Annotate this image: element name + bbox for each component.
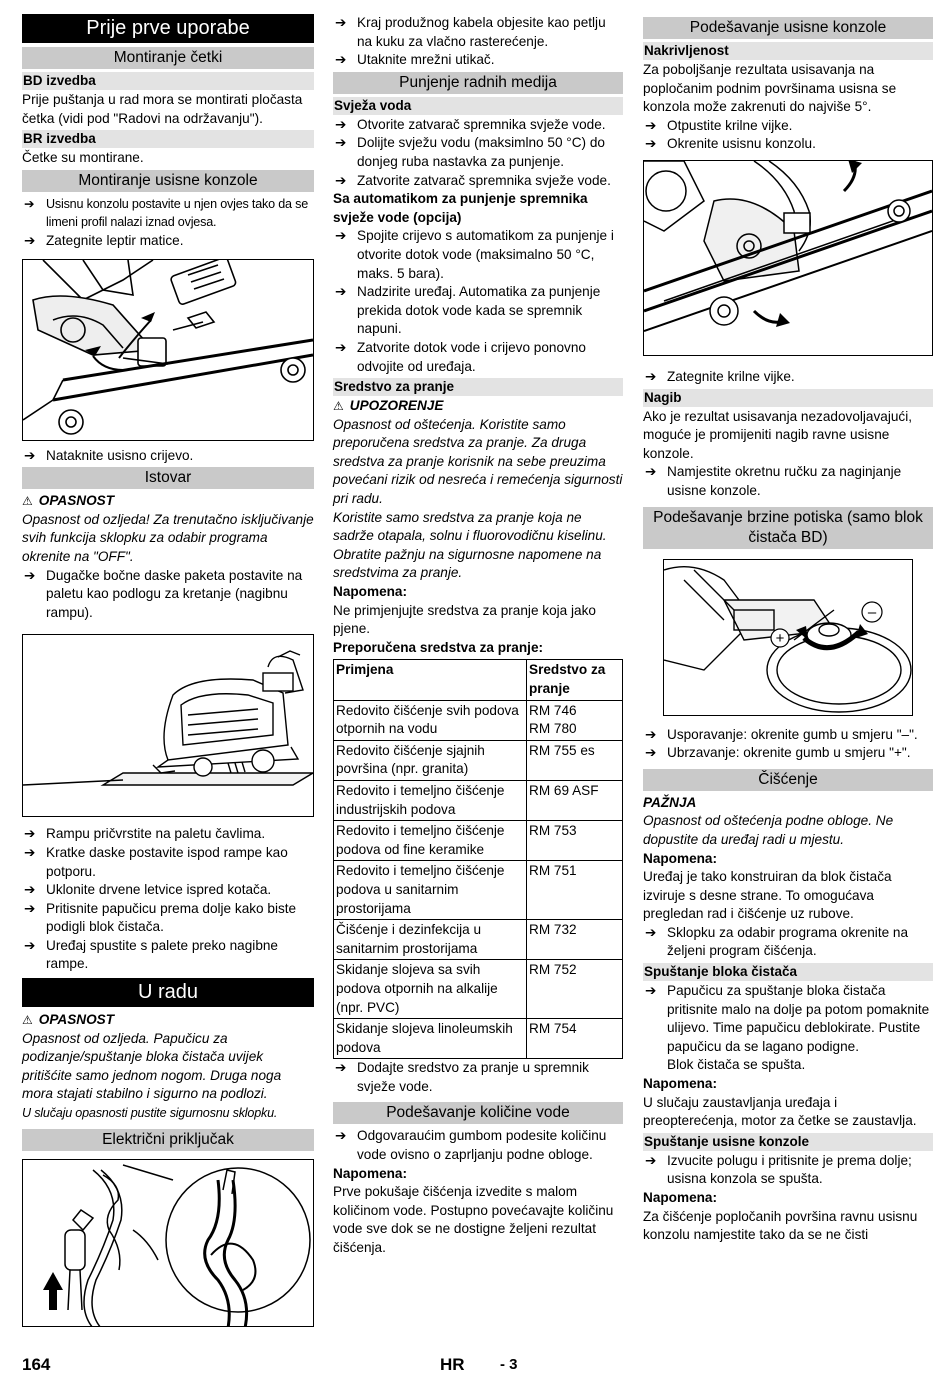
machine-on-pallet-illustration — [23, 635, 313, 817]
heading-suction-mounting: Montiranje usisne konzole — [22, 170, 314, 192]
result-text: Blok čistača se spušta. — [667, 1057, 806, 1073]
bd-text: Prije puštanja u rad mora se montirati pločasta četka (vidi pod "Radovi na održavanju"). — [22, 92, 303, 126]
step: ➔ Sklopku za odabir programa okrenite na željeni program čišćenja. — [645, 924, 909, 959]
arrow-right-icon: ➔ — [335, 339, 347, 355]
arrow-right-icon: ➔ — [335, 228, 347, 244]
step: ➔ Nadzirite uređaj. Automatika za punjenje prekida dotok vode kada se spremnik napuni. — [335, 284, 601, 337]
warning-caution: ⚠ UPOZORENJE — [333, 397, 623, 416]
note-label: Napomena: — [333, 1165, 408, 1181]
step: ➔ Pritisnite papučicu prema dolje kako biste podigli blok čistača. — [24, 900, 297, 935]
heading-detergent: Sredstvo za pranje — [333, 378, 623, 396]
table-row — [334, 861, 623, 920]
note-text: Ne primjenjujte sredstva za pranje koja jako pjene. — [333, 602, 596, 637]
step: ➔ Usporavanje: okrenite gumb u smjeru "–". — [643, 726, 933, 745]
table-cell: RM 755 es — [527, 740, 623, 780]
note-label: Napomena: — [643, 1190, 718, 1205]
arrow-right-icon: ➔ — [335, 116, 347, 132]
sub-page-number: - 3 — [500, 1356, 518, 1373]
figure-unloading-pallet — [22, 634, 314, 817]
detergent-table — [333, 659, 623, 1059]
arrow-right-icon: ➔ — [335, 1060, 347, 1076]
arrow-right-icon: ➔ — [645, 983, 657, 999]
heading-cleaning: Čišćenje — [643, 769, 933, 791]
svg-text:+: + — [775, 629, 785, 647]
arrow-right-icon: ➔ — [24, 900, 36, 916]
column-left — [22, 14, 314, 1327]
language-code: HR — [440, 1355, 465, 1373]
heading-suction-adjust: Podešavanje usisne konzole — [643, 17, 933, 39]
step: ➔ Kratke daske postavite ispod rampe kao potporu. — [24, 844, 288, 879]
arrow-right-icon: ➔ — [24, 567, 36, 583]
step: ➔ Zatvorite zatvarač spremnika svježe vode. — [333, 172, 623, 191]
arrow-right-icon: ➔ — [645, 726, 657, 742]
svg-text:–: – — [867, 603, 877, 621]
arrow-right-icon: ➔ — [24, 882, 36, 898]
table-header: Sredstvo za pranje — [527, 660, 623, 700]
speed-knob-illustration — [664, 560, 913, 716]
step: ➔ Odgovaraućim gumbom podesite količinu vode ovisno o zaprljanju podne obloge. — [335, 1128, 607, 1163]
figure-electric-connection — [22, 1159, 314, 1327]
cable-hook-illustration — [23, 1160, 313, 1327]
table-cell: RM 751 — [527, 861, 623, 920]
recommended-label: Preporučena sredstva za pranje: — [333, 639, 544, 655]
table-row — [334, 700, 623, 740]
table-row — [334, 740, 623, 780]
heading-speed-adjust: Podešavanje brzine potiska (samo blok čistača BD) — [643, 507, 933, 549]
step: ➔ Namjestite okretnu ručku za naginjanje usisne konzole. — [645, 464, 902, 498]
step: ➔ Otpustite krilne vijke. — [643, 117, 933, 136]
suction-mounting-illustration — [23, 260, 313, 441]
step: ➔ Utaknite mrežni utikač. — [333, 51, 623, 70]
heading-br-version: BR izvedba — [22, 130, 314, 148]
table-header-row — [334, 660, 623, 700]
step: ➔ Kraj produžnog kabela objesite kao petlju na kuku za vlačno rasterećenje. — [335, 15, 606, 49]
step: ➔ Papučicu za spuštanje bloka čistača pritisnite malo na dolje pa potom pomaknite ulijevo. Time papučicu deblokirate. Pustite papučicu da se lagano podigne. — [645, 983, 930, 1054]
table-cell: Redovito i temeljno čišćenje podova u sanitarnim prostorijama — [334, 861, 527, 920]
arrow-right-icon: ➔ — [335, 284, 347, 300]
arrow-right-icon: ➔ — [24, 937, 36, 953]
arrow-right-icon: ➔ — [645, 464, 657, 480]
heading-filling-media: Punjenje radnih medija — [333, 72, 623, 94]
heading-water-amount: Podešavanje količine vode — [333, 1102, 623, 1124]
heading-lower-suction: Spuštanje usisne konzole — [643, 1133, 933, 1151]
arrow-right-icon: ➔ — [24, 844, 36, 860]
column-middle — [333, 14, 623, 1258]
arrow-right-icon: ➔ — [24, 826, 36, 842]
arrow-right-icon: ➔ — [24, 196, 35, 211]
warning-attention: PAŽNJA — [643, 794, 697, 810]
arrow-right-icon: ➔ — [335, 172, 347, 188]
table-row — [334, 920, 623, 960]
table-row — [334, 780, 623, 820]
warning-text-safety: U slučaju opasnosti pustite sigurnosnu sklopku. — [22, 1106, 278, 1121]
table-row — [334, 821, 623, 861]
section-title-before-first-use: Prije prve uporabe — [22, 14, 314, 43]
arrow-right-icon: ➔ — [645, 136, 657, 152]
step: ➔ Zatvorite dotok vode i crijevo ponovno odvojite od uređaja. — [335, 339, 586, 374]
figure-suction-mounting — [22, 259, 314, 441]
arrow-right-icon: ➔ — [24, 232, 36, 248]
warning-danger: ⚠ OPASNOST — [22, 1011, 314, 1030]
table-cell: Redovito i temeljno čišćenje industrijskih podova — [334, 780, 527, 820]
note-text: U slučaju zaustavljanja uređaja i preopterećenja, motor za četke se zaustavlja. — [643, 1094, 917, 1129]
table-cell: Redovito čišćenje svih podova otpornih na vodu — [334, 700, 527, 740]
note-label: Napomena: — [333, 584, 408, 600]
note-label: Napomena: — [643, 1076, 718, 1092]
figure-speed-knob — [663, 559, 913, 716]
step: ➔ Izvucite polugu i pritisnite je prema dolje; usisna konzola se spušta. — [645, 1152, 912, 1187]
step: ➔ Ubrzavanje: okrenite gumb u smjeru "+". — [643, 744, 933, 763]
step: ➔ Dugačke bočne daske paketa postavite na paletu kao podlogu za kretanje (nagibnu rampu). — [24, 567, 303, 620]
incline-text: Ako je rezultat usisavanja nezadovoljavajući, moguće je promijeniti nagib ravne usisne konzole. — [643, 408, 913, 461]
table-header: Primjena — [334, 660, 527, 700]
table-cell: RM 753 — [527, 821, 623, 861]
step: ➔ Okrenite usisnu konzolu. — [643, 135, 933, 154]
tilt-text: Za poboljšanje rezultata usisavanja na popločanim podnim površinama usisna se konzola može zakrenuti do najviše 5°. — [643, 62, 897, 115]
table-cell: Skidanje slojeva linoleumskih podova — [334, 1019, 527, 1059]
warning-triangle-icon: ⚠ — [333, 399, 344, 414]
arrow-right-icon: ➔ — [335, 135, 347, 151]
note-text: Prve pokušaje čišćenja izvedite s malom količinom vode. Postupno povećavajte količinu vode sve dok se ne dostigne željeni rezultat čišćenja. — [333, 1184, 614, 1256]
step: ➔ Usisnu konzolu postavite u njen ovjes tako da se limeni profil nalazi iznad ovjesa. — [24, 196, 309, 230]
step: ➔ Zategnite leptir matice. — [22, 232, 314, 251]
table-cell: Redovito čišćenje sjajnih površina (npr. granita) — [334, 740, 527, 780]
warning-triangle-icon: ⚠ — [22, 494, 33, 509]
warning-text: Opasnost od oštećenja podne obloge. Ne dopustite da uređaj radi u mjestu. — [643, 813, 894, 847]
table-cell: RM 752 — [527, 960, 623, 1019]
arrow-right-icon: ➔ — [645, 368, 657, 384]
arrow-right-icon: ➔ — [645, 924, 657, 940]
br-text: Četke su montirane. — [22, 150, 144, 166]
note-text: Uređaj je tako konstruiran da blok čistača izviruje s desne strane. To omogućava pregledan rad i čišćenje uz rubove. — [643, 869, 892, 922]
arrow-right-icon: ➔ — [335, 52, 347, 68]
page-number: 164 — [22, 1355, 51, 1373]
figure-suction-tilt — [643, 160, 933, 356]
heading-tilt: Nakrivljenost — [643, 42, 933, 60]
step: ➔ Dolijte svježu vodu (maksimlno 50 °C) do donjeg ruba nastavka za punjenje. — [335, 135, 605, 169]
heading-lower-brush: Spuštanje bloka čistača — [643, 963, 933, 981]
heading-bd-version: BD izvedba — [22, 72, 314, 90]
note-label: Napomena: — [643, 850, 718, 866]
suction-tilt-illustration — [644, 161, 932, 356]
table-row — [334, 960, 623, 1019]
table-cell: RM 746 RM 780 — [527, 700, 623, 740]
step: ➔ Spojite crijevo s automatikom za punjenje i otvorite dotok vode (maksimalno 50 °C, maks. 5 bara). — [335, 228, 614, 281]
warning-text: Opasnost od ozljeda. Papučicu za podizanje/spuštanje bloka čistača uvijek pritišćite samo jednom nogom. Druga noga mora stajati stabilno i sigurno na podlozi. — [22, 1030, 282, 1102]
warning-text: Opasnost od oštećenja. Koristite samo preporučena sredstva za pranje. Za druga sredstva za pranje korisnik na sebe preuzima povećani rizik od nesreća i remećenja sigurnosti pri radu. — [333, 416, 623, 507]
table-cell: Čišćenje i dezinfekcija u sanitarnim prostorijama — [334, 920, 527, 960]
warning-text: Obratite pažnju na sigurnosne napomene na sredstvima za pranje. — [333, 546, 602, 581]
table-cell: RM 69 ASF — [527, 780, 623, 820]
heading-auto-fill: Sa automatikom za punjenje spremnika svježe vode (opcija) — [333, 191, 588, 225]
step: ➔ Uklonite drvene letvice ispred kotača. — [22, 881, 314, 900]
arrow-right-icon: ➔ — [645, 117, 657, 133]
table-row — [334, 1019, 623, 1059]
step: ➔ Nataknite usisno crijevo. — [22, 447, 314, 466]
heading-brush-mounting: Montiranje četki — [22, 47, 314, 69]
step: ➔ Dodajte sredstvo za pranje u spremnik svježe vode. — [335, 1060, 589, 1094]
note-text: Za čišćenje popločanih površina ravnu usisnu konzolu namjestite tako da se ne čisti — [643, 1208, 918, 1243]
arrow-right-icon: ➔ — [645, 1152, 657, 1168]
arrow-right-icon: ➔ — [335, 15, 347, 30]
section-title-operation: U radu — [22, 978, 314, 1007]
warning-danger: ⚠ OPASNOST — [22, 492, 314, 511]
table-cell: RM 732 — [527, 920, 623, 960]
step: ➔ Otvorite zatvarač spremnika svježe vode. — [333, 116, 623, 135]
arrow-right-icon: ➔ — [335, 1128, 347, 1144]
table-cell: Skidanje slojeva sa svih podova otpornih na alkalije (npr. PVC) — [334, 960, 527, 1019]
heading-incline: Nagib — [643, 389, 933, 407]
heading-fresh-water: Svježa voda — [333, 97, 623, 115]
column-right — [643, 14, 933, 1245]
table-cell: Redovito i temeljno čišćenje podova od fine keramike — [334, 821, 527, 861]
arrow-right-icon: ➔ — [645, 745, 657, 761]
warning-triangle-icon: ⚠ — [22, 1013, 33, 1028]
step: ➔ Uređaj spustite s palete preko nagibne rampe. — [24, 937, 278, 972]
table-cell: RM 754 — [527, 1019, 623, 1059]
step: ➔ Zategnite krilne vijke. — [643, 368, 933, 387]
warning-text: Opasnost od ozljeda! Za trenutačno isključivanje svih funkcija sklopku za odabir programa okrenite na "OFF". — [22, 511, 314, 564]
heading-electric-connection: Električni priključak — [22, 1129, 314, 1151]
step: ➔ Rampu pričvrstite na paletu čavlima. — [22, 825, 314, 844]
warning-text: Koristite samo sredstva za pranje koja ne sadrže otapala, solnu i fluorovodičnu kiselinu. — [333, 509, 607, 544]
heading-unloading: Istovar — [22, 467, 314, 489]
arrow-right-icon: ➔ — [24, 447, 36, 463]
